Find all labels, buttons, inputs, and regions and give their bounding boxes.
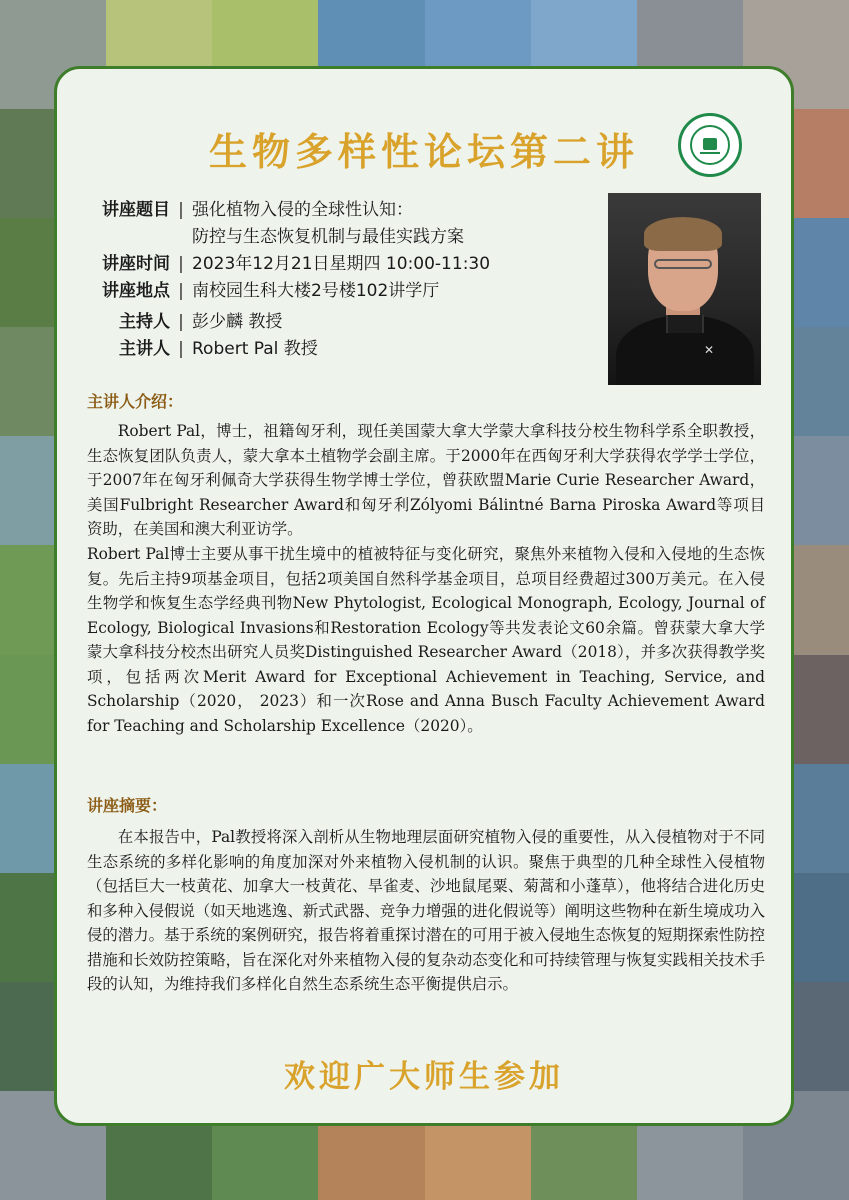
host-row [87, 309, 607, 336]
page-title: 生物多样性论坛第二讲 [208, 129, 639, 174]
speaker-photo [608, 193, 761, 385]
abstract-paragraph: 在本报告中，Pal教授将深入剖析从生物地理层面研究植物入侵的重要性，从入侵植物对于不同生态系统的多样化影响的角度加深对外来植物入侵机制的认识。聚焦于典型的几种全球性入侵植物（包括巨大一枝黄花、加拿大一枝黄花、旱雀麦、沙地鼠尾粟、菊蒿和小蓬草），他将结合进化历史和多种入侵假说（如天地逃逸、新式武器、竞争力增强的进化假说等）阐明这些物种在新生境成功入侵的潜力。基于系统的案例研究，报告将着重探讨潜在的可用于被入侵地生态恢复的短期探索性防控措施和长效防控策略，旨在深化对外来植物入侵的复杂动态变化和可持续管理与恢复实践相关技术手段的认知，为维持我们多样化自然生态系统生态平衡提供启示。 [87, 828, 765, 993]
topic-label: 讲座题目 [102, 200, 170, 220]
speaker-value: Robert Pal 教授 [192, 339, 318, 359]
time-row [87, 251, 607, 278]
bio-paragraph-1: Robert Pal，博士，祖籍匈牙利，现任美国蒙大拿大学蒙大拿科技分校生物科学系全职教授，生态恢复团队负责人，蒙大拿本土植物学会副主席。于2000年在西匈牙利大学获得农学学士学位，于2007年在匈牙利佩奇大学获得生物学博士学位，曾获欧盟Marie Curie Researcher Award，美国Fulbright Researcher Award和匈牙利Zólyomi Bálintné Barna Piroska Award等项目资助，在美国和澳大利亚访学。 [87, 422, 765, 538]
place-row [87, 278, 607, 305]
speaker-row [87, 336, 607, 363]
time-label: 讲座时间 [102, 254, 170, 274]
host-label: 主持人 [119, 312, 170, 332]
logo-icon: ✕ [704, 343, 715, 357]
host-value: 彭少麟 教授 [192, 312, 283, 332]
poster-card [54, 66, 794, 1126]
separator: | [178, 312, 184, 332]
abstract-heading: 讲座摘要： [87, 796, 168, 815]
time-value: 2023年12月21日星期四 10:00-11:30 [192, 254, 491, 274]
separator: | [178, 281, 184, 301]
speaker-label: 主讲人 [119, 339, 170, 359]
separator: | [178, 200, 184, 220]
topic-line-1: 强化植物入侵的全球性认知： [192, 200, 413, 220]
separator: | [178, 339, 184, 359]
topic-value [192, 197, 607, 251]
place-value: 南校园生科大楼2号楼102讲学厅 [192, 281, 440, 301]
separator: | [178, 254, 184, 274]
topic-line-2: 防控与生态恢复机制与最佳实践方案 [192, 227, 464, 247]
bio-heading: 主讲人介绍： [87, 392, 184, 411]
welcome-banner: 欢迎广大师生参加 [284, 1059, 564, 1095]
topic-row [87, 197, 607, 251]
university-logo-icon [678, 113, 742, 177]
place-label: 讲座地点 [102, 281, 170, 301]
lecture-info [87, 197, 607, 363]
bio-paragraph-2: Robert Pal博士主要从事干扰生境中的植被特征与变化研究，聚焦外来植物入侵和入侵地的生态恢复。先后主持9项基金项目，包括2项美国自然科学基金项目，总项目经费超过300万美元。在入侵生物学和恢复生态学经典刊物New Phytologist, Ecological Monograph, Ecology, Journal of Ecology, Biological Invasions和Restoration Ecology等共发表论文60余篇。曾获蒙大拿大学蒙大拿科技分校杰出研究人员奖Distinguished Researcher Award（2018），并多次获得教学奖项，包括两次Merit Award for Exceptional Achievement in Teaching, Service, and Scholarship（2020， 2023）和一次Rose and Anna Busch Faculty Achievement Award for Teaching and Scholarship Excellence（2020）。 [87, 545, 765, 735]
